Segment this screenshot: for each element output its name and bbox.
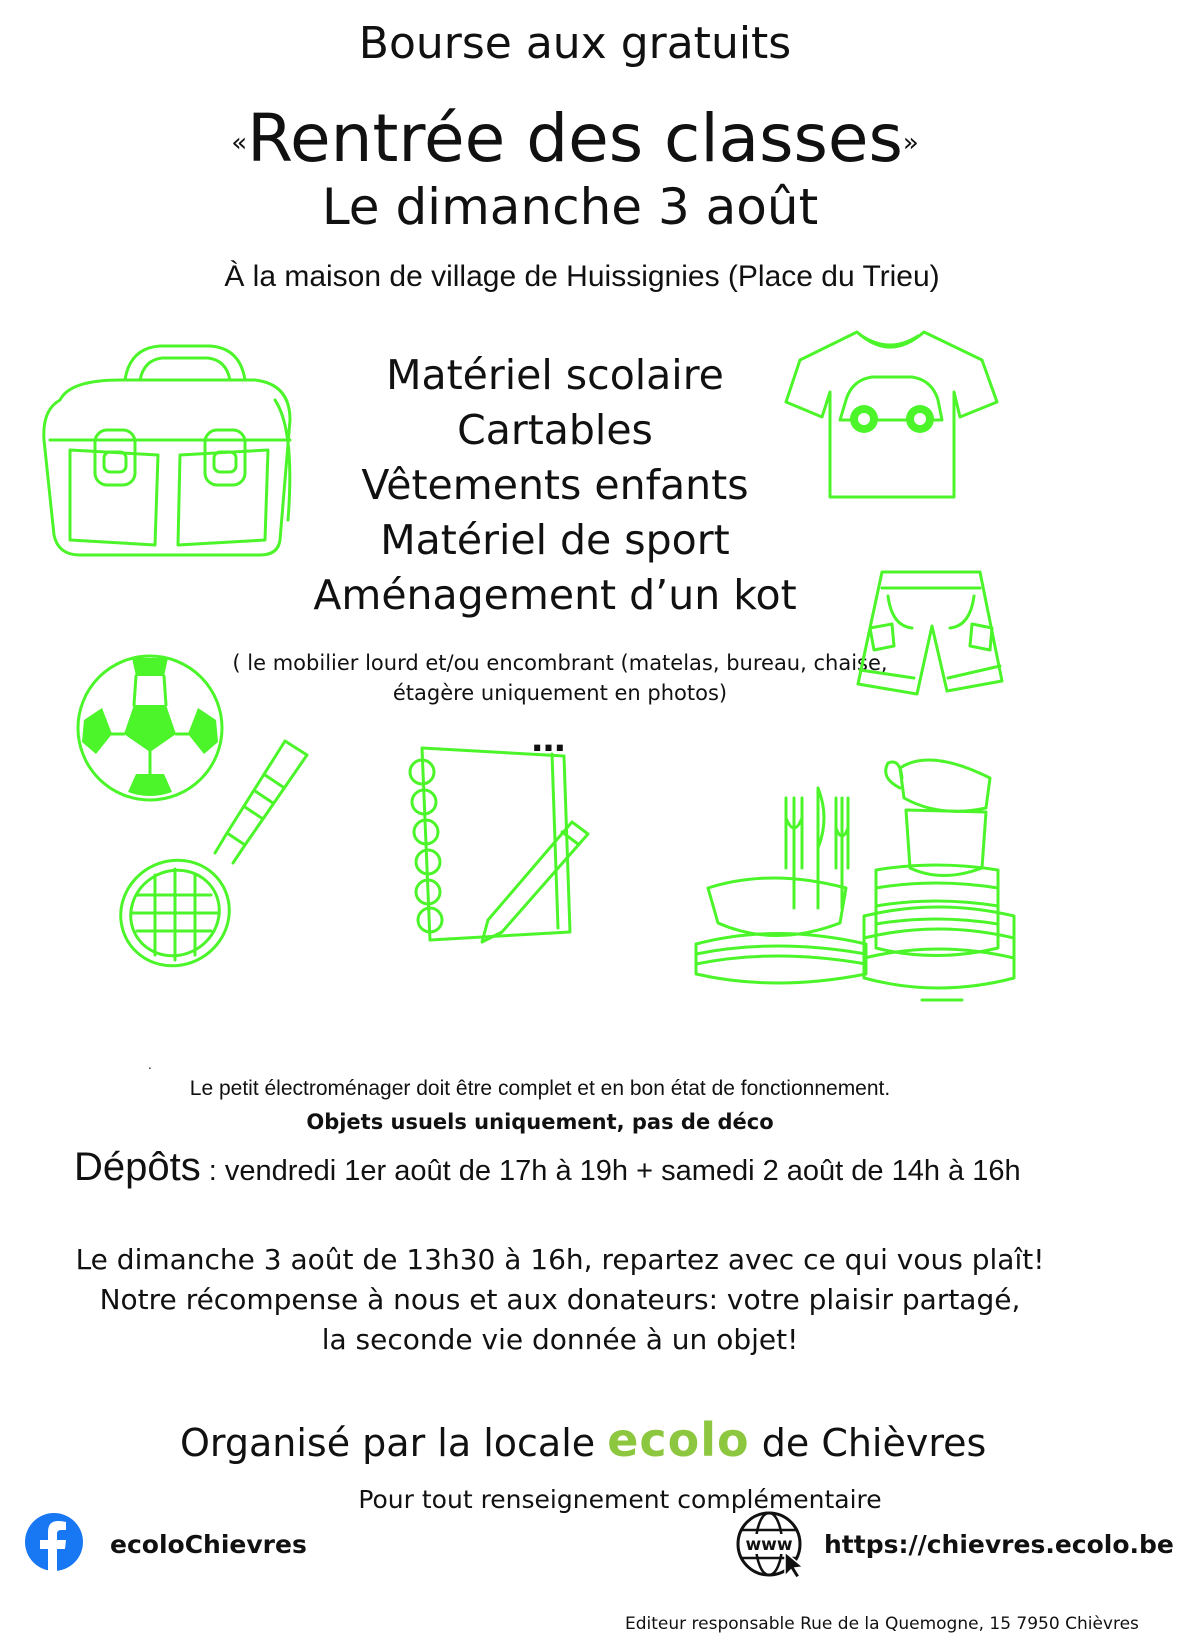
list-item: Matériel de sport [380, 516, 730, 564]
organizer-suffix: de Chièvres [749, 1421, 987, 1465]
event-date: Le dimanche 3 août [321, 178, 819, 236]
deposit-label: Dépôts [74, 1145, 201, 1189]
furniture-note [180, 648, 940, 708]
furniture-note-line2: étagère uniquement en photos) [392, 681, 728, 705]
furniture-note-line1: ( le mobilier lourd et/ou encombrant (matelas, bureau, chaise, [232, 651, 888, 675]
event-subtitle: Bourse aux gratuits [358, 18, 792, 69]
deposit-text: : vendredi 1er août de 17h à 19h + samedi 2 août de 14h à 16h [200, 1155, 1021, 1187]
list-item: Vêtements enfants [361, 461, 749, 509]
list-item: Matériel scolaire [386, 351, 724, 399]
schoolbag-icon [40, 340, 302, 562]
item-list [300, 348, 810, 623]
website-link[interactable]: https://chievres.ecolo.be [824, 1530, 1174, 1559]
sunday-message [0, 1240, 1120, 1360]
dishes-icon [690, 748, 1020, 1010]
notebook-icon [402, 742, 592, 947]
event-title [0, 100, 1150, 177]
tennis-racket-icon [115, 735, 315, 970]
sunday-line2: Notre récompense à nous et aux donateurs: votre plaisir partagé, [99, 1283, 1021, 1316]
quote-close: » [902, 127, 919, 158]
organizer-prefix: Organisé par la locale [180, 1421, 608, 1465]
event-title-text: Rentrée des classes [247, 100, 903, 177]
quote-open: « [231, 127, 248, 158]
shorts-icon [852, 566, 1010, 714]
sunday-line1: Le dimanche 3 août de 13h30 à 16h, repartez avec ce qui vous plaît! [75, 1243, 1045, 1276]
ellipsis: … [531, 720, 569, 760]
list-item: Aménagement d’un kot [313, 571, 797, 619]
list-item: Cartables [457, 406, 653, 454]
info-line: Pour tout renseignement complémentaire [358, 1485, 882, 1514]
facebook-link[interactable]: ecoloChievres [110, 1530, 307, 1559]
event-place: À la maison de village de Huissignies (Place du Trieu) [224, 260, 940, 293]
deposit-schedule [74, 1145, 1021, 1190]
facebook-icon[interactable] [24, 1512, 84, 1572]
bullet-mark: . [148, 1058, 152, 1072]
organizer-line [180, 1413, 986, 1467]
publisher-footer: Editeur responsable Rue de la Quemogne, 15 7950 Chièvres [625, 1614, 1139, 1634]
www-text: www [745, 1535, 793, 1555]
usual-objects-note: Objets usuels uniquement, pas de déco [306, 1110, 774, 1134]
ecolo-logo: ecolo [607, 1413, 750, 1467]
appliance-condition: Le petit électroménager doit être complet et en bon état de fonctionnement. [189, 1077, 891, 1100]
sunday-line3: la seconde vie donnée à un objet! [321, 1323, 799, 1356]
globe-icon[interactable] [733, 1510, 811, 1578]
tshirt-icon [782, 322, 1000, 504]
